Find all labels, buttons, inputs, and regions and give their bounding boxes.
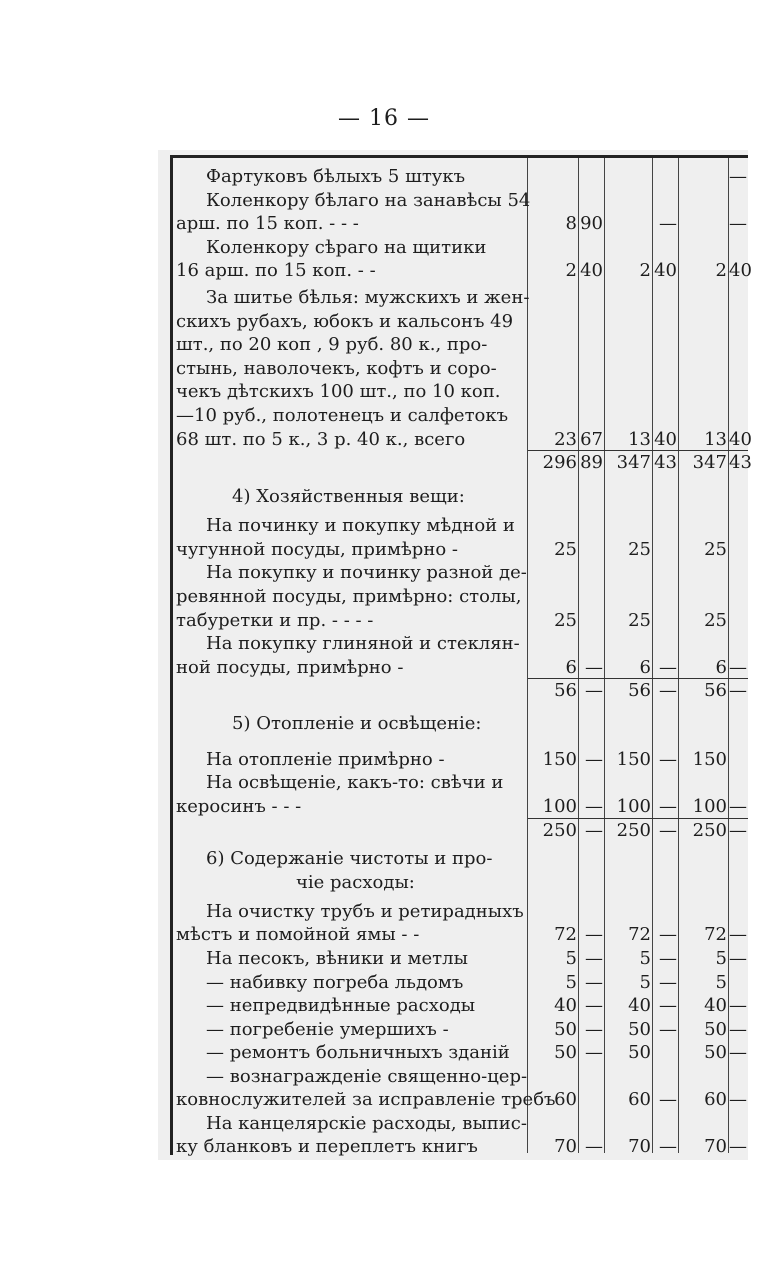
row-amount-cell: 89 <box>580 452 603 473</box>
row-amount-cell: 72 <box>628 924 651 945</box>
row-amount-cell: 67 <box>580 429 603 450</box>
row-description: На покупку глиняной и стеклян- <box>206 633 520 654</box>
row-amount-cell: 60 <box>554 1089 577 1110</box>
sum-rule <box>528 678 748 679</box>
row-amount-cell: 250 <box>692 820 727 841</box>
row-description: На песокъ, вѣники и метлы <box>206 948 468 969</box>
row-amount-cell: — <box>585 1136 603 1157</box>
table-row <box>176 710 748 738</box>
row-amount-cell: 50 <box>554 1019 577 1040</box>
row-amount-cell: — <box>729 213 747 234</box>
row-amount-cell: — <box>729 948 747 969</box>
row-description: На отопленіе примѣрно - <box>206 749 445 770</box>
row-description: табуретки и пр. - - - - <box>176 610 374 631</box>
sum-rule <box>528 818 748 819</box>
row-amount-cell: — <box>585 972 603 993</box>
row-amount-cell: 70 <box>704 1136 727 1157</box>
row-amount-cell: 250 <box>542 820 577 841</box>
row-description: — вознагражденіе священно-цер- <box>206 1066 528 1087</box>
row-description: Коленкору бѣлаго на занавѣсы 54 <box>206 190 531 211</box>
row-amount-cell: 43 <box>729 452 752 473</box>
row-amount-cell: — <box>585 1019 603 1040</box>
row-description: На починку и покупку мѣдной и <box>206 515 515 536</box>
row-amount-cell: — <box>659 995 677 1016</box>
row-amount-cell: — <box>659 924 677 945</box>
row-description: 6) Содержаніе чистоты и про- <box>206 848 493 869</box>
row-description: — непредвидѣнные расходы <box>206 995 476 1016</box>
row-amount-cell: — <box>585 995 603 1016</box>
row-description: 5) Отопленіе и освѣщеніе: <box>232 713 482 734</box>
table-left-rule <box>170 155 173 1155</box>
row-amount-cell: 5 <box>715 948 727 969</box>
row-amount-cell: 2 <box>565 260 577 281</box>
row-amount-cell: — <box>659 657 677 678</box>
row-description: На очистку трубъ и ретирадныхъ <box>206 901 524 922</box>
row-amount-cell: 70 <box>554 1136 577 1157</box>
row-description: чугунной посуды, примѣрно - <box>176 539 458 560</box>
row-amount-cell: — <box>729 1042 747 1063</box>
row-amount-cell: — <box>659 680 677 701</box>
row-amount-cell: 25 <box>554 539 577 560</box>
row-amount-cell: 100 <box>692 796 727 817</box>
table-top-rule <box>172 155 748 158</box>
row-amount-cell: 90 <box>580 213 603 234</box>
row-amount-cell: 5 <box>639 972 651 993</box>
row-amount-cell: 296 <box>542 452 577 473</box>
row-amount-cell: — <box>729 1089 747 1110</box>
row-amount-cell: 100 <box>616 796 651 817</box>
page-number: — 16 — <box>338 106 430 131</box>
row-amount-cell: 56 <box>704 680 727 701</box>
row-description: шт., по 20 коп , 9 руб. 80 к., про- <box>176 334 488 355</box>
row-amount-cell: 60 <box>704 1089 727 1110</box>
table-row <box>176 449 752 477</box>
row-amount-cell: 13 <box>628 429 651 450</box>
row-amount-cell: 150 <box>616 749 651 770</box>
row-amount-cell: 150 <box>692 749 727 770</box>
row-amount-cell: 6 <box>565 657 577 678</box>
table-row <box>176 257 752 285</box>
row-amount-cell: — <box>659 948 677 969</box>
row-description: чекъ дѣтскихъ 100 шт., по 10 коп. <box>176 381 501 402</box>
row-amount-cell: — <box>585 1042 603 1063</box>
row-amount-cell: 40 <box>654 260 677 281</box>
row-description: 4) Хозяйственныя вещи: <box>232 486 465 507</box>
row-amount-cell: — <box>729 796 747 817</box>
row-description: ку бланковъ и переплетъ книгъ <box>176 1136 478 1157</box>
row-amount-cell: — <box>585 948 603 969</box>
row-amount-cell: 43 <box>654 452 677 473</box>
row-amount-cell: 40 <box>580 260 603 281</box>
row-description: стынь, наволочекъ, кофтъ и соро- <box>176 358 497 379</box>
row-amount-cell: 2 <box>639 260 651 281</box>
row-amount-cell: 13 <box>704 429 727 450</box>
sum-rule <box>528 450 748 451</box>
row-amount-cell: 5 <box>565 972 577 993</box>
row-description: — ремонтъ больничныхъ зданій <box>206 1042 510 1063</box>
row-amount-cell: — <box>729 1136 747 1157</box>
table-row <box>176 1133 748 1161</box>
row-amount-cell: — <box>585 680 603 701</box>
row-amount-cell: 50 <box>628 1019 651 1040</box>
row-amount-cell: 25 <box>628 610 651 631</box>
row-amount-cell: — <box>729 166 747 187</box>
row-description: 68 шт. по 5 к., 3 р. 40 к., всего <box>176 429 466 450</box>
table-row <box>176 677 748 705</box>
row-amount-cell: — <box>729 1019 747 1040</box>
row-description: Фартуковъ бѣлыхъ 5 штукъ <box>206 166 466 187</box>
row-amount-cell: — <box>585 924 603 945</box>
row-amount-cell: 150 <box>542 749 577 770</box>
row-amount-cell: 6 <box>639 657 651 678</box>
row-description: 16 арш. по 15 коп. - - <box>176 260 376 281</box>
table-row <box>176 869 748 897</box>
row-amount-cell: 40 <box>729 260 752 281</box>
row-amount-cell: 347 <box>692 452 727 473</box>
row-amount-cell: — <box>729 924 747 945</box>
row-amount-cell: — <box>729 657 747 678</box>
row-description: ной посуды, примѣрно - <box>176 657 404 678</box>
row-description: ревянной посуды, примѣрно: столы, <box>176 586 522 607</box>
row-amount-cell: 40 <box>704 995 727 1016</box>
row-amount-cell: 40 <box>554 995 577 1016</box>
row-description: — набивку погреба льдомъ <box>206 972 464 993</box>
row-amount-cell: 40 <box>654 429 677 450</box>
row-amount-cell: — <box>659 1019 677 1040</box>
row-amount-cell: 2 <box>715 260 727 281</box>
row-amount-cell: 50 <box>704 1042 727 1063</box>
row-amount-cell: 250 <box>616 820 651 841</box>
row-description: На освѣщеніе, какъ-то: свѣчи и <box>206 772 504 793</box>
row-amount-cell: 40 <box>628 995 651 1016</box>
row-amount-cell: — <box>659 820 677 841</box>
row-amount-cell: 56 <box>554 680 577 701</box>
row-description: За шитье бѣлья: мужскихъ и жен- <box>206 287 530 308</box>
row-description: скихъ рубахъ, юбокъ и кальсонъ 49 <box>176 311 514 332</box>
row-description: — погребеніе умершихъ - <box>206 1019 449 1040</box>
row-amount-cell: 5 <box>639 948 651 969</box>
row-amount-cell: — <box>585 796 603 817</box>
row-amount-cell: 100 <box>542 796 577 817</box>
row-description: —10 руб., полотенецъ и салфетокъ <box>176 405 509 426</box>
row-amount-cell: 60 <box>628 1089 651 1110</box>
row-amount-cell: — <box>729 820 747 841</box>
row-description: керосинъ - - - <box>176 796 302 817</box>
row-description: мѣстъ и помойной ямы - - <box>176 924 420 945</box>
row-description: На покупку и починку разной де- <box>206 562 527 583</box>
row-amount-cell: 70 <box>628 1136 651 1157</box>
row-amount-cell: 5 <box>565 948 577 969</box>
row-amount-cell: — <box>659 796 677 817</box>
row-amount-cell: 25 <box>628 539 651 560</box>
row-amount-cell: — <box>585 820 603 841</box>
row-amount-cell: — <box>729 995 747 1016</box>
row-amount-cell: 8 <box>565 213 577 234</box>
row-description: чіе расходы: <box>296 872 415 893</box>
row-description: На канцелярскіе расходы, выпис- <box>206 1113 527 1134</box>
row-amount-cell: 56 <box>628 680 651 701</box>
row-amount-cell: 5 <box>715 972 727 993</box>
row-amount-cell: — <box>659 213 677 234</box>
row-amount-cell: 25 <box>704 539 727 560</box>
row-amount-cell: 23 <box>554 429 577 450</box>
row-amount-cell: 50 <box>554 1042 577 1063</box>
row-amount-cell: — <box>585 749 603 770</box>
row-amount-cell: 25 <box>704 610 727 631</box>
table-row <box>176 817 748 845</box>
row-amount-cell: 50 <box>704 1019 727 1040</box>
row-amount-cell: — <box>659 1136 677 1157</box>
row-amount-cell: 40 <box>729 429 752 450</box>
row-description: арш. по 15 коп. - - - <box>176 213 359 234</box>
row-amount-cell: 6 <box>715 657 727 678</box>
row-amount-cell: — <box>729 680 747 701</box>
row-amount-cell: 72 <box>704 924 727 945</box>
row-amount-cell: 25 <box>554 610 577 631</box>
row-amount-cell: 347 <box>616 452 651 473</box>
table-row <box>176 483 748 511</box>
row-description: ковнослужителей за исправленіе требъ <box>176 1089 556 1110</box>
row-description: Коленкору сѣраго на щитики <box>206 237 487 258</box>
row-amount-cell: — <box>659 1089 677 1110</box>
row-amount-cell: 50 <box>628 1042 651 1063</box>
row-amount-cell: — <box>659 972 677 993</box>
row-amount-cell: 72 <box>554 924 577 945</box>
row-amount-cell: — <box>659 749 677 770</box>
row-amount-cell: — <box>585 657 603 678</box>
